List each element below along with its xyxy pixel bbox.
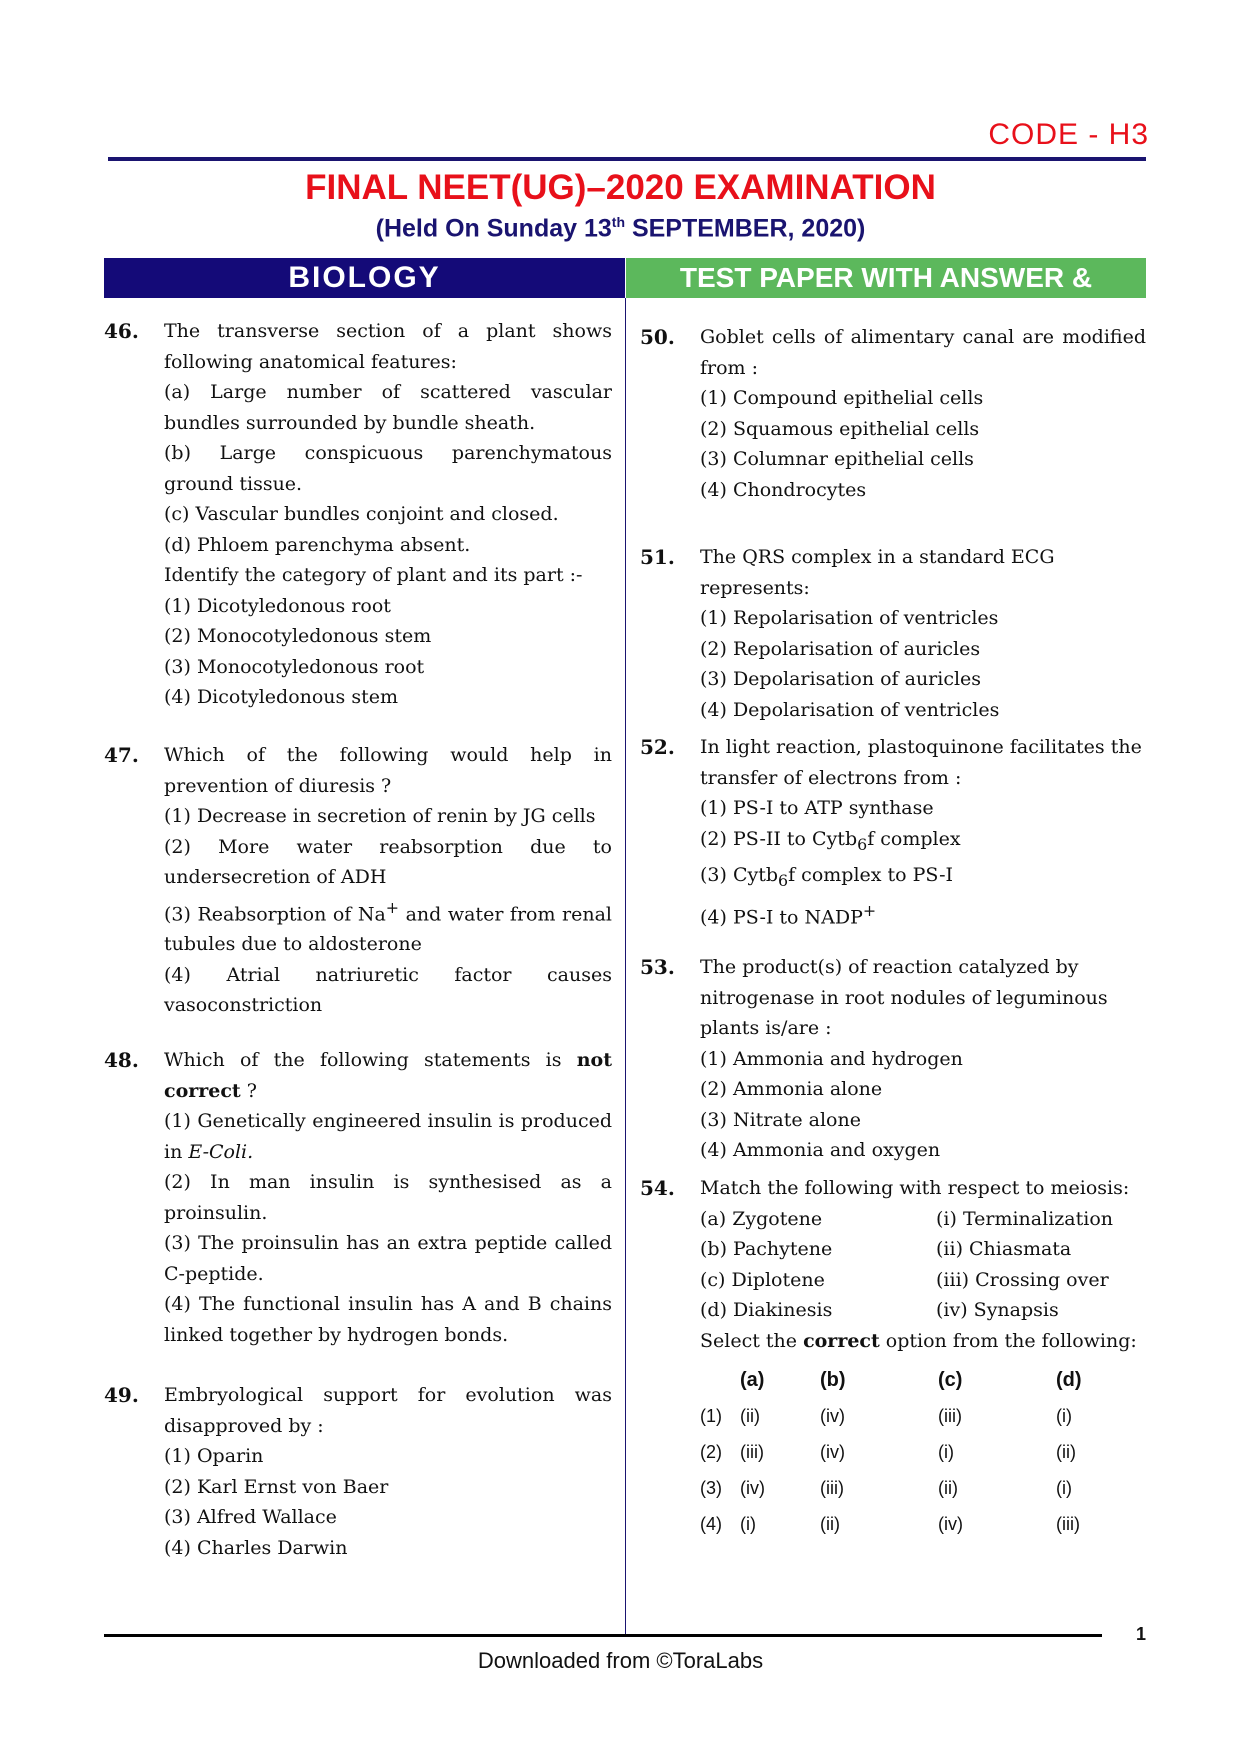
option-4: (4) Dicotyledonous stem: [164, 686, 398, 708]
match-right: (ii) Chiasmata: [936, 1238, 1072, 1260]
stem-text: Which of the following statements is: [164, 1049, 577, 1071]
question-stem: In light reaction, plastoquinone facilitates the transfer of electrons from :: [700, 736, 1142, 789]
table-cell: (i): [938, 1442, 954, 1462]
exam-date: [0, 214, 1241, 243]
feature-c: (c) Vascular bundles conjoint and closed.: [164, 503, 559, 525]
question-stem: The transverse section of a plant shows following anatomical features:: [164, 320, 612, 373]
answer-table: [700, 1362, 1146, 1542]
option-3: (3) The proinsulin has an extra peptide called C-peptide.: [164, 1232, 612, 1285]
ask-bold: correct: [803, 1329, 880, 1352]
subscript: 6: [857, 834, 868, 854]
table-cell: (i): [1056, 1478, 1072, 1498]
column-divider: [625, 298, 626, 1636]
question-stem: Match the following with respect to meiosis:: [700, 1177, 1130, 1199]
option-1: (1) Dicotyledonous root: [164, 594, 391, 617]
option-text: (4) PS-I to NADP: [700, 906, 863, 929]
option-2: (2) Monocotyledonous stem: [164, 625, 432, 647]
option-1: (1) Compound epithelial cells: [700, 387, 984, 409]
exam-title: FINAL NEET(UG)–2020 EXAMINATION: [305, 168, 936, 207]
question-number: 50.: [640, 325, 675, 349]
option-2: (2) Squamous epithelial cells: [700, 417, 980, 440]
stem-bold: correct: [164, 1079, 241, 1102]
table-cell: (ii): [1056, 1442, 1076, 1462]
match-left: (d) Diakinesis: [700, 1299, 833, 1321]
option-4: (4) Depolarisation of ventricles: [700, 698, 1000, 721]
option-2: (2) In man insulin is synthesised as a proinsulin.: [164, 1171, 612, 1224]
option-4: (4) Atrial natriuretic factor causes vasoconstriction: [164, 963, 612, 1017]
option-2: (2) More water reabsorption due to undersecretion of ADH: [164, 835, 612, 888]
option-1: (1) PS-I to ATP synthase: [700, 797, 934, 819]
match-right: (iv) Synapsis: [936, 1299, 1059, 1321]
date-text: (Held On Sunday 13: [375, 214, 612, 243]
question-48: [104, 1045, 612, 1350]
paper-banner: TEST PAPER WITH ANSWER & SOLUTIONS: [626, 258, 1146, 298]
question-50: [640, 322, 1146, 505]
option-3: (3) Monocotyledonous root: [164, 655, 425, 678]
table-cell: (iv): [820, 1406, 845, 1426]
header-divider: [108, 157, 1146, 161]
option-2: (2) Ammonia alone: [700, 1078, 883, 1100]
paper-code: CODE - H3: [988, 118, 1149, 151]
option-4: [700, 896, 1146, 933]
match-left: (a) Zygotene: [700, 1207, 823, 1230]
table-cell: (ii): [938, 1478, 958, 1498]
table-header: (b): [820, 1369, 846, 1391]
table-cell: (4): [700, 1514, 722, 1534]
feature-a: (a) Large number of scattered vascular bundles surrounded by bundle sheath.: [164, 381, 612, 434]
subject-banner: BIOLOGY: [104, 258, 625, 298]
table-cell: (1): [700, 1406, 722, 1426]
option-text: (3) Cytb: [700, 863, 779, 886]
page-number: 1: [1136, 1624, 1147, 1644]
option-4: (4) The functional insulin has A and B chains linked together by hydrogen bonds.: [164, 1293, 612, 1346]
table-cell: (iv): [938, 1514, 963, 1534]
option-1: (1) Repolarisation of ventricles: [700, 607, 999, 629]
question-number: 49.: [104, 1383, 139, 1407]
table-cell: (iii): [740, 1442, 764, 1462]
option-1: (1) Oparin: [164, 1445, 264, 1467]
question-number: 47.: [104, 743, 139, 767]
superscript: +: [862, 901, 877, 921]
stem-bold: not: [576, 1049, 612, 1071]
option-2: (2) Karl Ernst von Baer: [164, 1475, 389, 1498]
question-ask: Identify the category of plant and its part :-: [164, 564, 583, 586]
option-4: (4) Chondrocytes: [700, 478, 867, 501]
question-stem: The product(s) of reaction catalyzed by nitrogenase in root nodules of leguminous plants is/are :: [700, 956, 1108, 1039]
table-header: [700, 1362, 740, 1398]
question-52: [640, 732, 1146, 933]
feature-d: (d) Phloem parenchyma absent.: [164, 533, 471, 556]
table-cell: (iii): [938, 1406, 962, 1426]
footer-divider: [104, 1634, 1102, 1637]
option-3: (3) Nitrate alone: [700, 1108, 861, 1131]
table-cell: (ii): [820, 1514, 840, 1534]
option-4: (4) Charles Darwin: [164, 1536, 348, 1559]
option-text: (1) Genetically engineered insulin is produced in: [164, 1110, 612, 1163]
question-stem: Embryological support for evolution was disapproved by :: [164, 1384, 612, 1437]
question-number: 51.: [640, 545, 675, 569]
ask-text: option from the following:: [879, 1329, 1137, 1352]
question-49: [104, 1380, 612, 1563]
question-ask: [700, 1326, 1146, 1357]
download-credit: Downloaded from ©ToraLabs: [477, 1648, 764, 1673]
question-47: [104, 740, 612, 1021]
stem-text: ?: [240, 1079, 257, 1102]
option-1: (1) Ammonia and hydrogen: [700, 1047, 963, 1070]
table-cell: (iv): [740, 1478, 765, 1498]
option-3: [700, 860, 1146, 896]
question-stem: [164, 1045, 612, 1106]
table-cell: (3): [700, 1478, 722, 1498]
superscript: +: [385, 897, 400, 917]
question-number: 53.: [640, 955, 675, 979]
option-3: (3) Alfred Wallace: [164, 1506, 337, 1528]
match-columns: [700, 1204, 1146, 1326]
table-cell: (2): [700, 1442, 722, 1462]
question-stem: Goblet cells of alimentary canal are modified from :: [700, 326, 1146, 379]
option-2: (2) Repolarisation of auricles: [700, 637, 981, 660]
match-left: (b) Pachytene: [700, 1238, 833, 1260]
option-3: (3) Columnar epithelial cells: [700, 448, 974, 470]
table-cell: (iv): [820, 1442, 845, 1462]
question-51: [640, 542, 1146, 725]
table-cell: (iii): [820, 1478, 844, 1498]
table-cell: (iii): [1056, 1514, 1080, 1534]
option-1: [164, 1106, 612, 1167]
option-text: (2) PS-II to Cytb: [700, 827, 858, 850]
match-left: (c) Diplotene: [700, 1268, 825, 1291]
option-3: [164, 893, 612, 960]
feature-b: (b) Large conspicuous parenchymatous ground tissue.: [164, 442, 612, 495]
question-53: [640, 952, 1146, 1166]
match-right: (iii) Crossing over: [936, 1268, 1109, 1291]
option-2: [700, 824, 1146, 860]
option-text: and water from renal tubules due to aldosterone: [164, 902, 612, 956]
subscript: 6: [778, 870, 789, 890]
table-cell: (i): [1056, 1406, 1072, 1426]
table-header: (d): [1056, 1369, 1082, 1391]
table-cell: (ii): [740, 1406, 760, 1426]
option-1: (1) Decrease in secretion of renin by JG cells: [164, 805, 596, 827]
question-54: [640, 1173, 1146, 1542]
question-number: 48.: [104, 1048, 139, 1072]
option-italic: E-Coli.: [188, 1140, 254, 1163]
table-header: (c): [938, 1369, 963, 1391]
question-stem: The QRS complex in a standard ECG represents:: [700, 546, 1055, 599]
match-right: (i) Terminalization: [936, 1207, 1114, 1230]
table-header: (a): [740, 1369, 765, 1391]
question-number: 54.: [640, 1176, 675, 1200]
option-3: (3) Depolarisation of auricles: [700, 668, 982, 690]
date-sup: th: [611, 214, 626, 230]
question-stem: Which of the following would help in prevention of diuresis ?: [164, 744, 612, 797]
option-text: (3) Reabsorption of Na: [164, 902, 386, 925]
option-text: f complex: [867, 827, 961, 850]
question-number: 52.: [640, 735, 675, 759]
table-cell: (i): [740, 1514, 756, 1534]
ask-text: Select the: [700, 1329, 804, 1352]
option-text: f complex to PS-I: [788, 863, 954, 886]
option-4: (4) Ammonia and oxygen: [700, 1139, 941, 1161]
question-46: [104, 316, 612, 713]
question-number: 46.: [104, 319, 139, 343]
date-text-2: SEPTEMBER, 2020): [625, 214, 866, 243]
